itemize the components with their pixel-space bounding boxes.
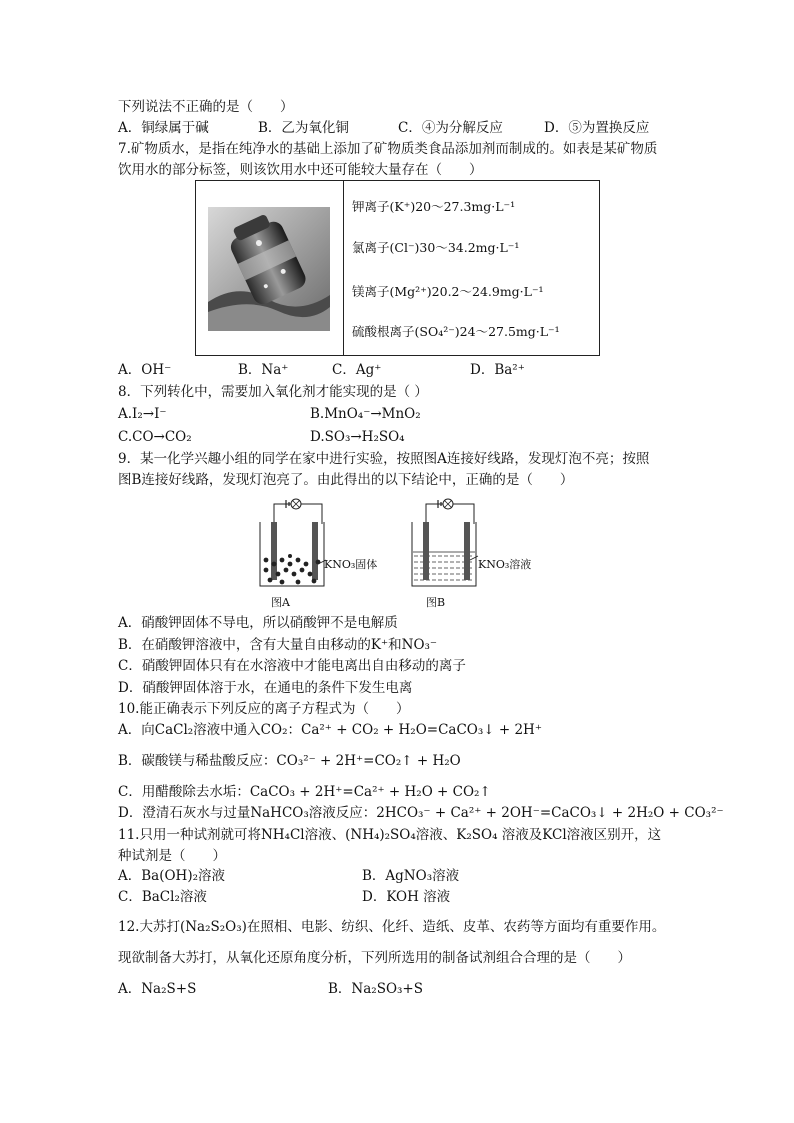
q8-option-a: A.I₂→I⁻ xyxy=(118,406,167,422)
q6-option-b: B．乙为氧化铜 xyxy=(258,120,349,136)
q11-option-a: A．Ba(OH)₂溶液 xyxy=(118,868,226,884)
label-magnesium: 镁离子(Mg²⁺)20.2～24.9mg·L⁻¹ xyxy=(352,284,544,299)
figure-a-caption: 图A xyxy=(271,596,290,609)
q12-option-a: A．Na₂S+S xyxy=(118,981,197,997)
q8-option-c: C.CO→CO₂ xyxy=(118,429,192,445)
q12-stem-line2: 现欲制备大苏打，从氧化还原角度分析，下列所选用的制备试剂组合合理的是（ ） xyxy=(118,950,631,966)
q10-option-d: D．澄清石灰水与过量NaHCO₃溶液反应：2HCO₃⁻ + Ca²⁺ + 2OH⁻=CaCO₃↓ + 2H₂O + CO₃²⁻ xyxy=(118,805,724,821)
q6-stem: 下列说法不正确的是（ ） xyxy=(118,99,294,115)
q8-option-d: D.SO₃→H₂SO₄ xyxy=(310,429,405,445)
q11-option-b: B．AgNO₃溶液 xyxy=(362,868,460,884)
q8-stem: 8．下列转化中，需要加入氧化剂才能实现的是（ ） xyxy=(118,384,428,400)
q10-option-c: C．用醋酸除去水垢：CaCO₃ + 2H⁺=Ca²⁺ + H₂O + CO₂↑ xyxy=(118,784,491,800)
q10-option-a: A．向CaCl₂溶液中通入CO₂：Ca²⁺ + CO₂ + H₂O=CaCO₃↓ + 2H⁺ xyxy=(118,722,542,738)
figure-b-apparatus xyxy=(404,494,484,594)
q9-stem-line2: 图B连接好线路，发现灯泡亮了。由此得出的以下结论中，正确的是（ ） xyxy=(118,472,574,488)
figure-a-label: KNO₃固体 xyxy=(324,558,378,571)
q7-option-d: D．Ba²⁺ xyxy=(470,362,525,378)
mineral-water-label xyxy=(195,180,600,356)
figure-b-caption: 图B xyxy=(426,596,446,609)
q11-option-c: C．BaCl₂溶液 xyxy=(118,889,207,905)
q7-option-a: A．OH⁻ xyxy=(118,362,172,378)
q11-stem-line1: 11.只用一种试剂就可将NH₄Cl溶液、(NH₄)₂SO₄溶液、K₂SO₄ 溶液及KCl溶液区别开，这 xyxy=(118,827,662,843)
figure-a-apparatus xyxy=(252,494,332,594)
q10-option-b: B．碳酸镁与稀盐酸反应：CO₃²⁻ + 2H⁺=CO₂↑ + H₂O xyxy=(118,753,461,769)
label-chloride: 氯离子(Cl⁻)30～34.2mg·L⁻¹ xyxy=(352,240,520,255)
q9-option-b: B．在硝酸钾溶液中，含有大量自由移动的K⁺和NO₃⁻ xyxy=(118,637,438,653)
q7-option-c: C．Ag⁺ xyxy=(332,362,382,378)
q10-stem: 10.能正确表示下列反应的离子方程式为（ ） xyxy=(118,701,410,717)
label-sulfate: 硫酸根离子(SO₄²⁻)24～27.5mg·L⁻¹ xyxy=(352,324,560,339)
q6-option-a: A．铜绿属于碱 xyxy=(118,120,209,136)
figure-b-label: KNO₃溶液 xyxy=(478,558,532,571)
q7-stem-line1: 7.矿物质水，是指在纯净水的基础上添加了矿物质类食品添加剂而制成的。如表是某矿物质 xyxy=(118,141,658,157)
q9-option-c: C．硝酸钾固体只有在水溶液中才能电离出自由移动的离子 xyxy=(118,658,466,674)
q11-option-d: D．KOH 溶液 xyxy=(362,889,451,905)
q11-stem-line2: 种试剂是（ ） xyxy=(118,848,226,864)
q7-option-b: B．Na⁺ xyxy=(238,362,289,378)
q9-option-a: A．硝酸钾固体不导电，所以硝酸钾不是电解质 xyxy=(118,615,398,631)
label-potassium: 钾离子(K⁺)20～27.3mg·L⁻¹ xyxy=(352,199,516,214)
q12-option-b: B．Na₂SO₃+S xyxy=(328,981,423,997)
label-divider xyxy=(343,181,344,355)
q9-option-d: D．硝酸钾固体溶于水，在通电的条件下发生电离 xyxy=(118,680,413,696)
water-bottle-photo-icon xyxy=(208,207,330,331)
q6-option-d: D．⑤为置换反应 xyxy=(544,120,650,136)
q7-stem-line2: 饮用水的部分标签，则该饮用水中还可能较大量存在（ ） xyxy=(118,162,483,178)
q9-stem-line1: 9．某一化学兴趣小组的同学在家中进行实验，按照图A连接好线路，发现灯泡不亮；按照 xyxy=(118,451,650,467)
q8-option-b: B.MnO₄⁻→MnO₂ xyxy=(310,406,421,422)
q12-stem-line1: 12.大苏打(Na₂S₂O₃)在照相、电影、纺织、化纤、造纸、皮革、农药等方面均有重要作用。 xyxy=(118,919,666,935)
q6-option-c: C．④为分解反应 xyxy=(398,120,503,136)
